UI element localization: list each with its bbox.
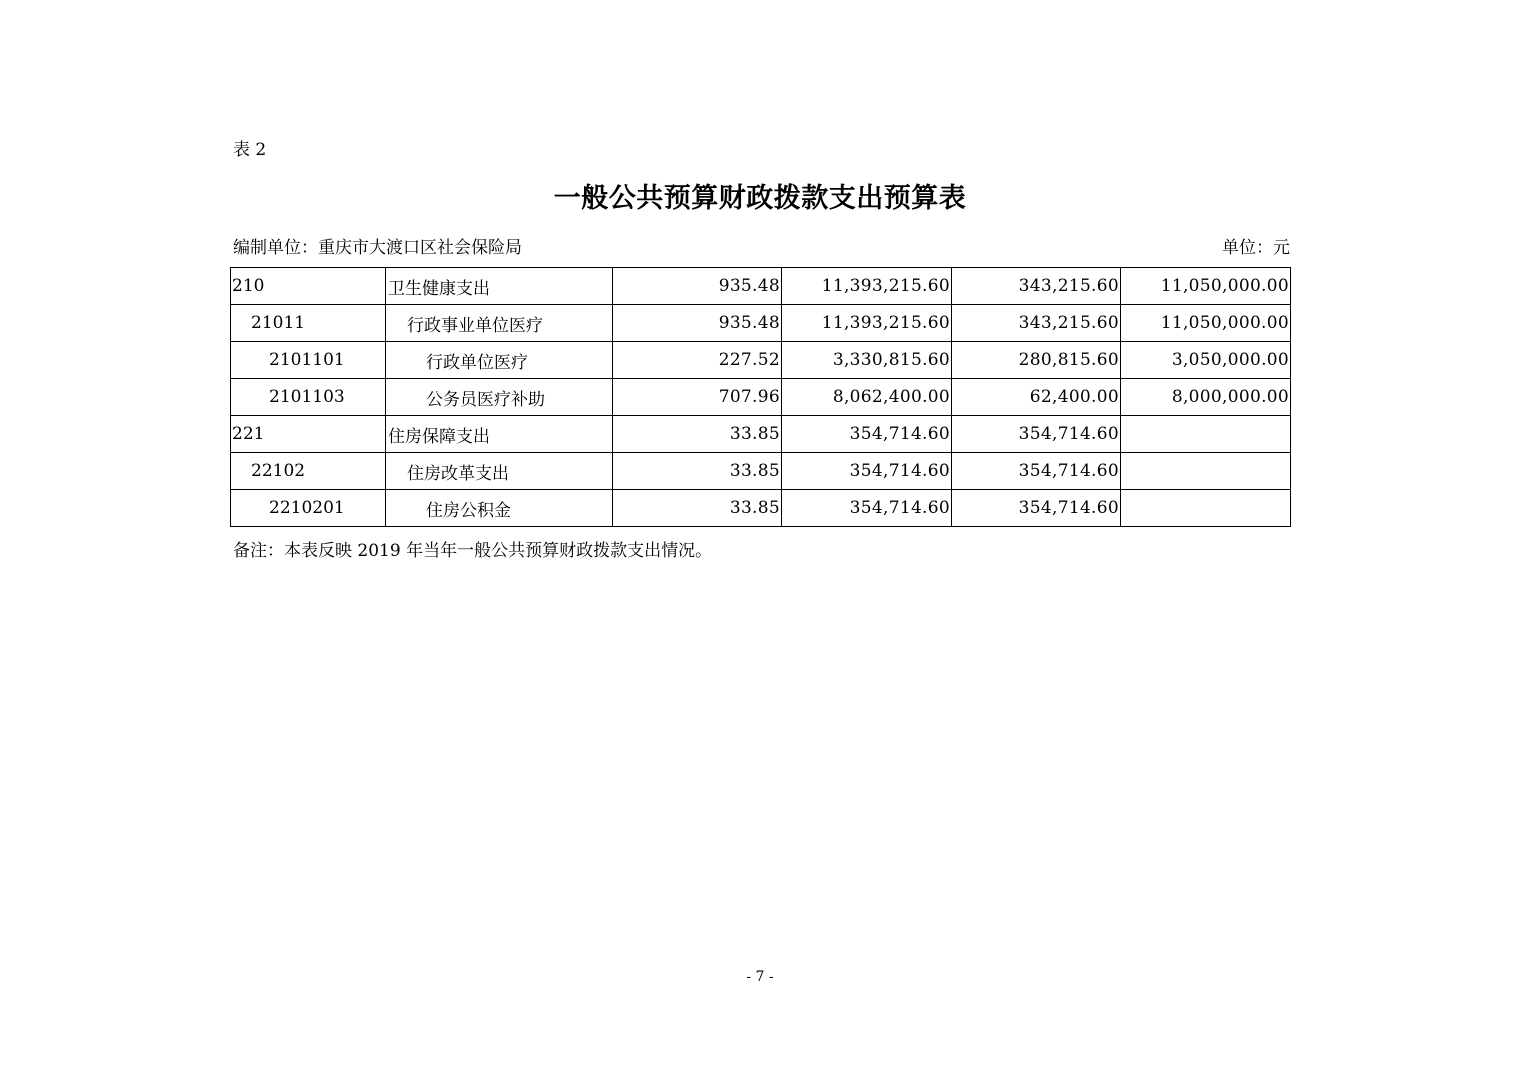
- cell-col3: 343,215.60: [952, 268, 1121, 305]
- cell-name: 住房公积金: [386, 490, 613, 527]
- cell-name: 卫生健康支出: [386, 268, 613, 305]
- cell-code: 2101103: [231, 379, 386, 416]
- cell-col2: 3,330,815.60: [782, 342, 952, 379]
- cell-col1: 935.48: [613, 305, 782, 342]
- cell-col1: 33.85: [613, 490, 782, 527]
- cell-code: 2101101: [231, 342, 386, 379]
- cell-col4: 11,050,000.00: [1121, 305, 1291, 342]
- page-number: - 7 -: [746, 969, 774, 985]
- cell-code: 221: [231, 416, 386, 453]
- table-row: [231, 490, 1291, 527]
- cell-col3: 62,400.00: [952, 379, 1121, 416]
- cell-col4: 3,050,000.00: [1121, 342, 1291, 379]
- cell-col3: 343,215.60: [952, 305, 1121, 342]
- cell-col2: 354,714.60: [782, 453, 952, 490]
- cell-name: 行政事业单位医疗: [386, 305, 613, 342]
- cell-col4: 8,000,000.00: [1121, 379, 1291, 416]
- table-row: [231, 342, 1291, 379]
- table-row: [231, 379, 1291, 416]
- cell-code: 210: [231, 268, 386, 305]
- cell-col4: 11,050,000.00: [1121, 268, 1291, 305]
- cell-col3: 280,815.60: [952, 342, 1121, 379]
- cell-col2: 354,714.60: [782, 490, 952, 527]
- table-row: [231, 305, 1291, 342]
- cell-name: 住房保障支出: [386, 416, 613, 453]
- cell-col3: 354,714.60: [952, 416, 1121, 453]
- table-number: 表 2: [233, 140, 267, 160]
- cell-col1: 33.85: [613, 416, 782, 453]
- compiling-unit: 编制单位：重庆市大渡口区社会保险局: [233, 238, 522, 258]
- cell-col4: [1121, 416, 1291, 453]
- cell-name: 住房改革支出: [386, 453, 613, 490]
- page-title: 一般公共预算财政拨款支出预算表: [553, 183, 967, 214]
- table-row: [231, 268, 1291, 305]
- cell-code: 21011: [231, 305, 386, 342]
- table-row: [231, 416, 1291, 453]
- unit-label: 单位：元: [1222, 238, 1290, 258]
- cell-name: 公务员医疗补助: [386, 379, 613, 416]
- cell-code: 22102: [231, 453, 386, 490]
- cell-code: 2210201: [231, 490, 386, 527]
- table-row: [231, 453, 1291, 490]
- budget-table: [230, 267, 1291, 527]
- cell-col2: 8,062,400.00: [782, 379, 952, 416]
- meta-row: [233, 236, 1290, 260]
- cell-col3: 354,714.60: [952, 490, 1121, 527]
- cell-col1: 227.52: [613, 342, 782, 379]
- cell-col4: [1121, 453, 1291, 490]
- cell-col2: 11,393,215.60: [782, 268, 952, 305]
- footnote: 备注：本表反映 2019 年当年一般公共预算财政拨款支出情况。: [233, 541, 713, 561]
- cell-col2: 11,393,215.60: [782, 305, 952, 342]
- cell-col1: 33.85: [613, 453, 782, 490]
- cell-col2: 354,714.60: [782, 416, 952, 453]
- cell-col4: [1121, 490, 1291, 527]
- cell-col3: 354,714.60: [952, 453, 1121, 490]
- cell-col1: 707.96: [613, 379, 782, 416]
- cell-name: 行政单位医疗: [386, 342, 613, 379]
- cell-col1: 935.48: [613, 268, 782, 305]
